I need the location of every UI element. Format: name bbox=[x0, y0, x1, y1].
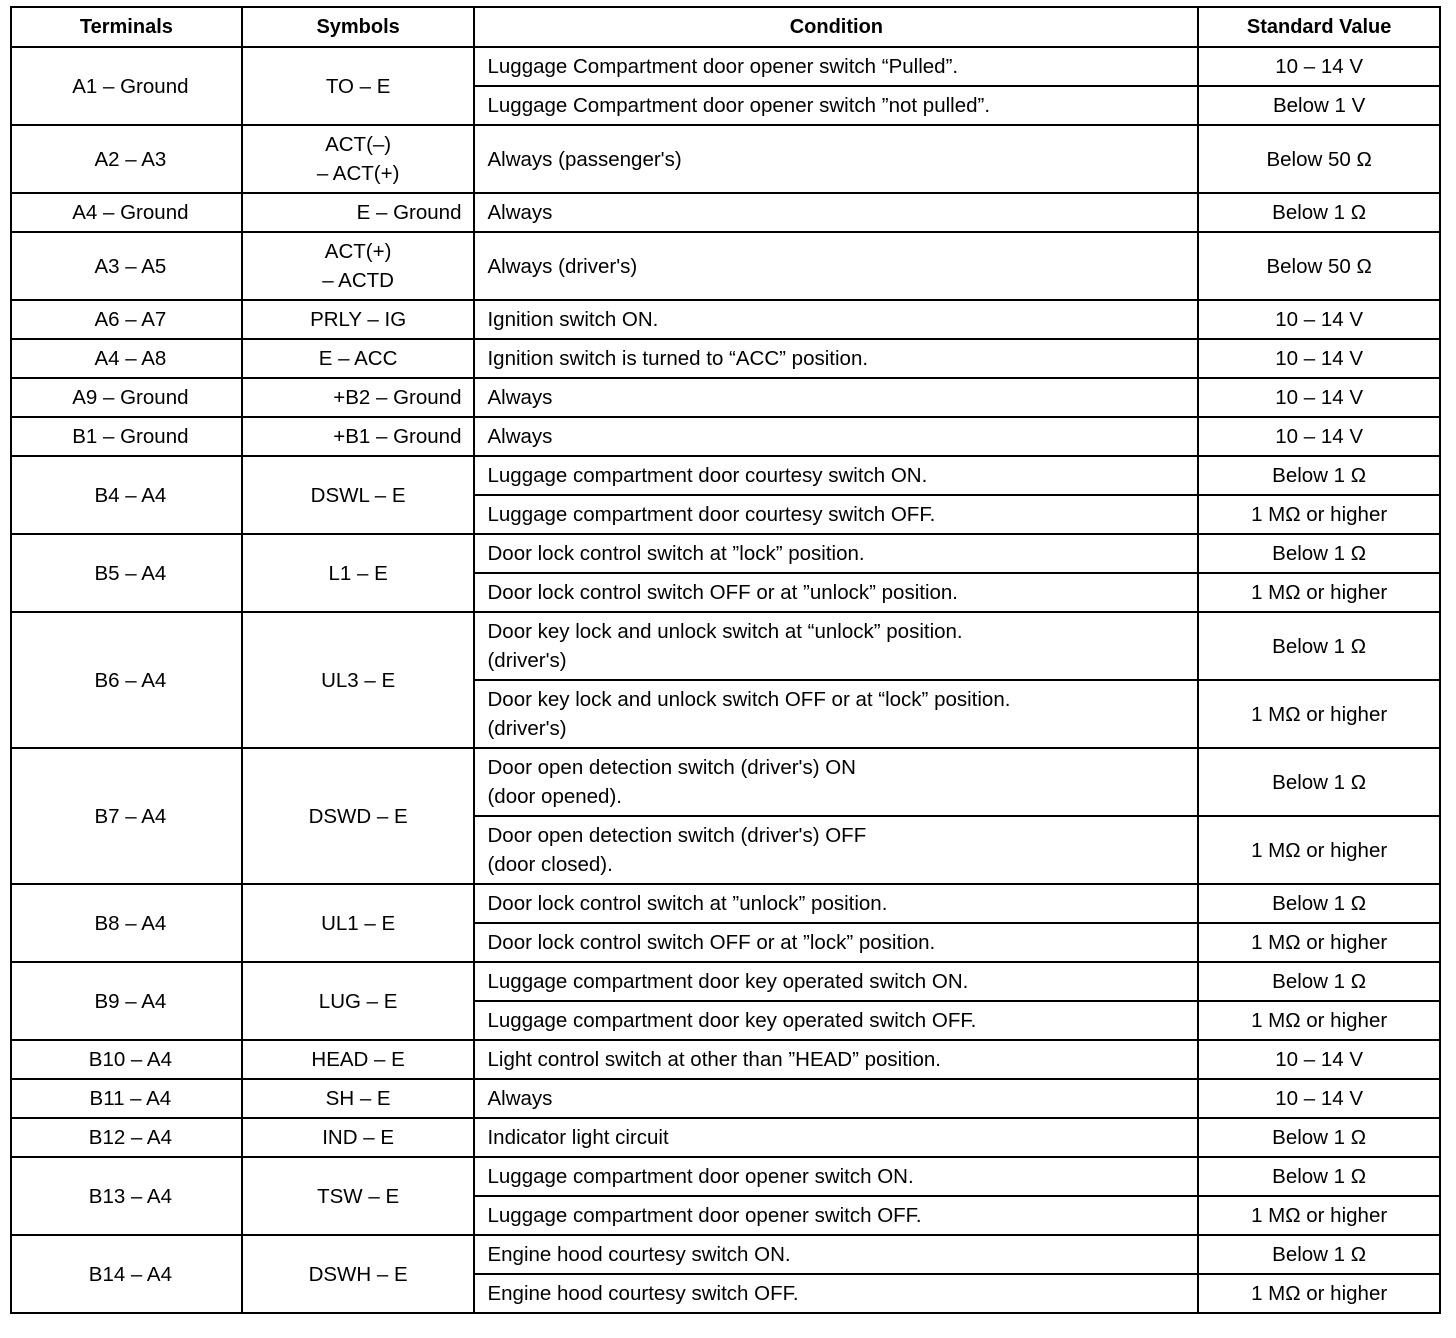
standard-value-cell: Below 1 Ω bbox=[1198, 612, 1440, 680]
terminals-cell: B13 – A4 bbox=[11, 1157, 242, 1235]
symbols-cell: DSWH – E bbox=[242, 1235, 475, 1313]
standard-value-cell: Below 1 Ω bbox=[1198, 193, 1440, 232]
terminals-cell: A4 – Ground bbox=[11, 193, 242, 232]
terminals-cell: B5 – A4 bbox=[11, 534, 242, 612]
standard-value-cell: Below 1 Ω bbox=[1198, 534, 1440, 573]
standard-value-cell: 10 – 14 V bbox=[1198, 378, 1440, 417]
condition-cell: Ignition switch is turned to “ACC” position. bbox=[474, 339, 1198, 378]
symbols-cell: E – Ground bbox=[242, 193, 475, 232]
standard-value-cell: 10 – 14 V bbox=[1198, 300, 1440, 339]
condition-cell: Light control switch at other than ”HEAD” position. bbox=[474, 1040, 1198, 1079]
standard-value-cell: 1 MΩ or higher bbox=[1198, 573, 1440, 612]
header-row bbox=[11, 7, 1440, 47]
condition-cell: Door key lock and unlock switch at “unlock” position. (driver's) bbox=[474, 612, 1198, 680]
standard-value-cell: 1 MΩ or higher bbox=[1198, 1274, 1440, 1313]
condition-cell: Always bbox=[474, 1079, 1198, 1118]
condition-cell: Always bbox=[474, 417, 1198, 456]
terminals-cell: A9 – Ground bbox=[11, 378, 242, 417]
table-row bbox=[11, 884, 1440, 923]
table-row bbox=[11, 125, 1440, 193]
terminals-cell: B4 – A4 bbox=[11, 456, 242, 534]
condition-cell: Door lock control switch at ”unlock” position. bbox=[474, 884, 1198, 923]
table-row bbox=[11, 962, 1440, 1001]
table-row bbox=[11, 456, 1440, 495]
standard-value-cell: 1 MΩ or higher bbox=[1198, 680, 1440, 748]
condition-cell: Luggage Compartment door opener switch ”not pulled”. bbox=[474, 86, 1198, 125]
table-row bbox=[11, 534, 1440, 573]
symbols-cell: +B1 – Ground bbox=[242, 417, 475, 456]
header-condition: Condition bbox=[474, 7, 1198, 47]
condition-cell: Luggage compartment door opener switch OFF. bbox=[474, 1196, 1198, 1235]
table-row bbox=[11, 1235, 1440, 1274]
condition-cell: Always (passenger's) bbox=[474, 125, 1198, 193]
terminals-cell: B6 – A4 bbox=[11, 612, 242, 748]
terminals-cell: A4 – A8 bbox=[11, 339, 242, 378]
symbols-cell: HEAD – E bbox=[242, 1040, 475, 1079]
terminals-cell: B8 – A4 bbox=[11, 884, 242, 962]
condition-cell: Luggage compartment door opener switch ON. bbox=[474, 1157, 1198, 1196]
table-row bbox=[11, 748, 1440, 816]
terminals-cell: B10 – A4 bbox=[11, 1040, 242, 1079]
terminals-cell: A1 – Ground bbox=[11, 47, 242, 125]
standard-value-cell: 1 MΩ or higher bbox=[1198, 495, 1440, 534]
condition-cell: Engine hood courtesy switch OFF. bbox=[474, 1274, 1198, 1313]
table-row bbox=[11, 417, 1440, 456]
symbols-cell: L1 – E bbox=[242, 534, 475, 612]
standard-value-cell: Below 1 Ω bbox=[1198, 1118, 1440, 1157]
terminals-cell: B9 – A4 bbox=[11, 962, 242, 1040]
standard-value-cell: 10 – 14 V bbox=[1198, 1040, 1440, 1079]
condition-cell: Ignition switch ON. bbox=[474, 300, 1198, 339]
symbols-cell: TO – E bbox=[242, 47, 475, 125]
standard-value-cell: Below 1 Ω bbox=[1198, 456, 1440, 495]
standard-value-cell: Below 1 Ω bbox=[1198, 962, 1440, 1001]
condition-cell: Always (driver's) bbox=[474, 232, 1198, 300]
table-row bbox=[11, 1040, 1440, 1079]
condition-cell: Luggage compartment door courtesy switch OFF. bbox=[474, 495, 1198, 534]
standard-value-cell: Below 1 Ω bbox=[1198, 1235, 1440, 1274]
standard-value-cell: Below 1 Ω bbox=[1198, 748, 1440, 816]
condition-cell: Door open detection switch (driver's) OFF (door closed). bbox=[474, 816, 1198, 884]
terminals-cell: B1 – Ground bbox=[11, 417, 242, 456]
symbols-cell: ACT(+) – ACTD bbox=[242, 232, 475, 300]
table-row bbox=[11, 232, 1440, 300]
table-row bbox=[11, 378, 1440, 417]
standard-value-cell: 1 MΩ or higher bbox=[1198, 923, 1440, 962]
standard-value-cell: Below 1 V bbox=[1198, 86, 1440, 125]
table-row bbox=[11, 339, 1440, 378]
standard-value-cell: Below 1 Ω bbox=[1198, 884, 1440, 923]
symbols-cell: SH – E bbox=[242, 1079, 475, 1118]
symbols-cell: ACT(–) – ACT(+) bbox=[242, 125, 475, 193]
header-terminals: Terminals bbox=[11, 7, 242, 47]
symbols-cell: IND – E bbox=[242, 1118, 475, 1157]
standard-value-cell: 1 MΩ or higher bbox=[1198, 1001, 1440, 1040]
terminal-standard-value-table bbox=[10, 6, 1441, 1314]
standard-value-cell: Below 50 Ω bbox=[1198, 232, 1440, 300]
standard-value-cell: Below 1 Ω bbox=[1198, 1157, 1440, 1196]
condition-cell: Engine hood courtesy switch ON. bbox=[474, 1235, 1198, 1274]
condition-cell: Luggage compartment door key operated switch OFF. bbox=[474, 1001, 1198, 1040]
condition-cell: Luggage compartment door courtesy switch ON. bbox=[474, 456, 1198, 495]
symbols-cell: LUG – E bbox=[242, 962, 475, 1040]
standard-value-cell: 10 – 14 V bbox=[1198, 417, 1440, 456]
condition-cell: Indicator light circuit bbox=[474, 1118, 1198, 1157]
symbols-cell: DSWL – E bbox=[242, 456, 475, 534]
standard-value-cell: 10 – 14 V bbox=[1198, 47, 1440, 86]
condition-cell: Always bbox=[474, 193, 1198, 232]
condition-cell: Door key lock and unlock switch OFF or at “lock” position. (driver's) bbox=[474, 680, 1198, 748]
table-row bbox=[11, 612, 1440, 680]
condition-cell: Always bbox=[474, 378, 1198, 417]
standard-value-cell: 10 – 14 V bbox=[1198, 339, 1440, 378]
terminals-cell: A2 – A3 bbox=[11, 125, 242, 193]
standard-value-cell: 1 MΩ or higher bbox=[1198, 816, 1440, 884]
standard-value-cell: Below 50 Ω bbox=[1198, 125, 1440, 193]
symbols-cell: +B2 – Ground bbox=[242, 378, 475, 417]
condition-cell: Luggage compartment door key operated switch ON. bbox=[474, 962, 1198, 1001]
terminals-cell: B7 – A4 bbox=[11, 748, 242, 884]
condition-cell: Door lock control switch OFF or at ”lock” position. bbox=[474, 923, 1198, 962]
terminals-cell: B12 – A4 bbox=[11, 1118, 242, 1157]
table-row bbox=[11, 1118, 1440, 1157]
condition-cell: Luggage Compartment door opener switch “Pulled”. bbox=[474, 47, 1198, 86]
condition-cell: Door lock control switch OFF or at ”unlock” position. bbox=[474, 573, 1198, 612]
table-row bbox=[11, 300, 1440, 339]
symbols-cell: E – ACC bbox=[242, 339, 475, 378]
header-symbols: Symbols bbox=[242, 7, 475, 47]
terminals-cell: A3 – A5 bbox=[11, 232, 242, 300]
table-row bbox=[11, 193, 1440, 232]
symbols-cell: DSWD – E bbox=[242, 748, 475, 884]
standard-value-cell: 1 MΩ or higher bbox=[1198, 1196, 1440, 1235]
terminals-cell: B14 – A4 bbox=[11, 1235, 242, 1313]
header-standard-value: Standard Value bbox=[1198, 7, 1440, 47]
table-row bbox=[11, 47, 1440, 86]
condition-cell: Door lock control switch at ”lock” position. bbox=[474, 534, 1198, 573]
condition-cell: Door open detection switch (driver's) ON (door opened). bbox=[474, 748, 1198, 816]
terminals-cell: B11 – A4 bbox=[11, 1079, 242, 1118]
standard-value-cell: 10 – 14 V bbox=[1198, 1079, 1440, 1118]
table-row bbox=[11, 1157, 1440, 1196]
table-row bbox=[11, 1079, 1440, 1118]
symbols-cell: PRLY – IG bbox=[242, 300, 475, 339]
symbols-cell: UL3 – E bbox=[242, 612, 475, 748]
symbols-cell: TSW – E bbox=[242, 1157, 475, 1235]
table-body bbox=[11, 47, 1440, 1313]
terminals-cell: A6 – A7 bbox=[11, 300, 242, 339]
symbols-cell: UL1 – E bbox=[242, 884, 475, 962]
